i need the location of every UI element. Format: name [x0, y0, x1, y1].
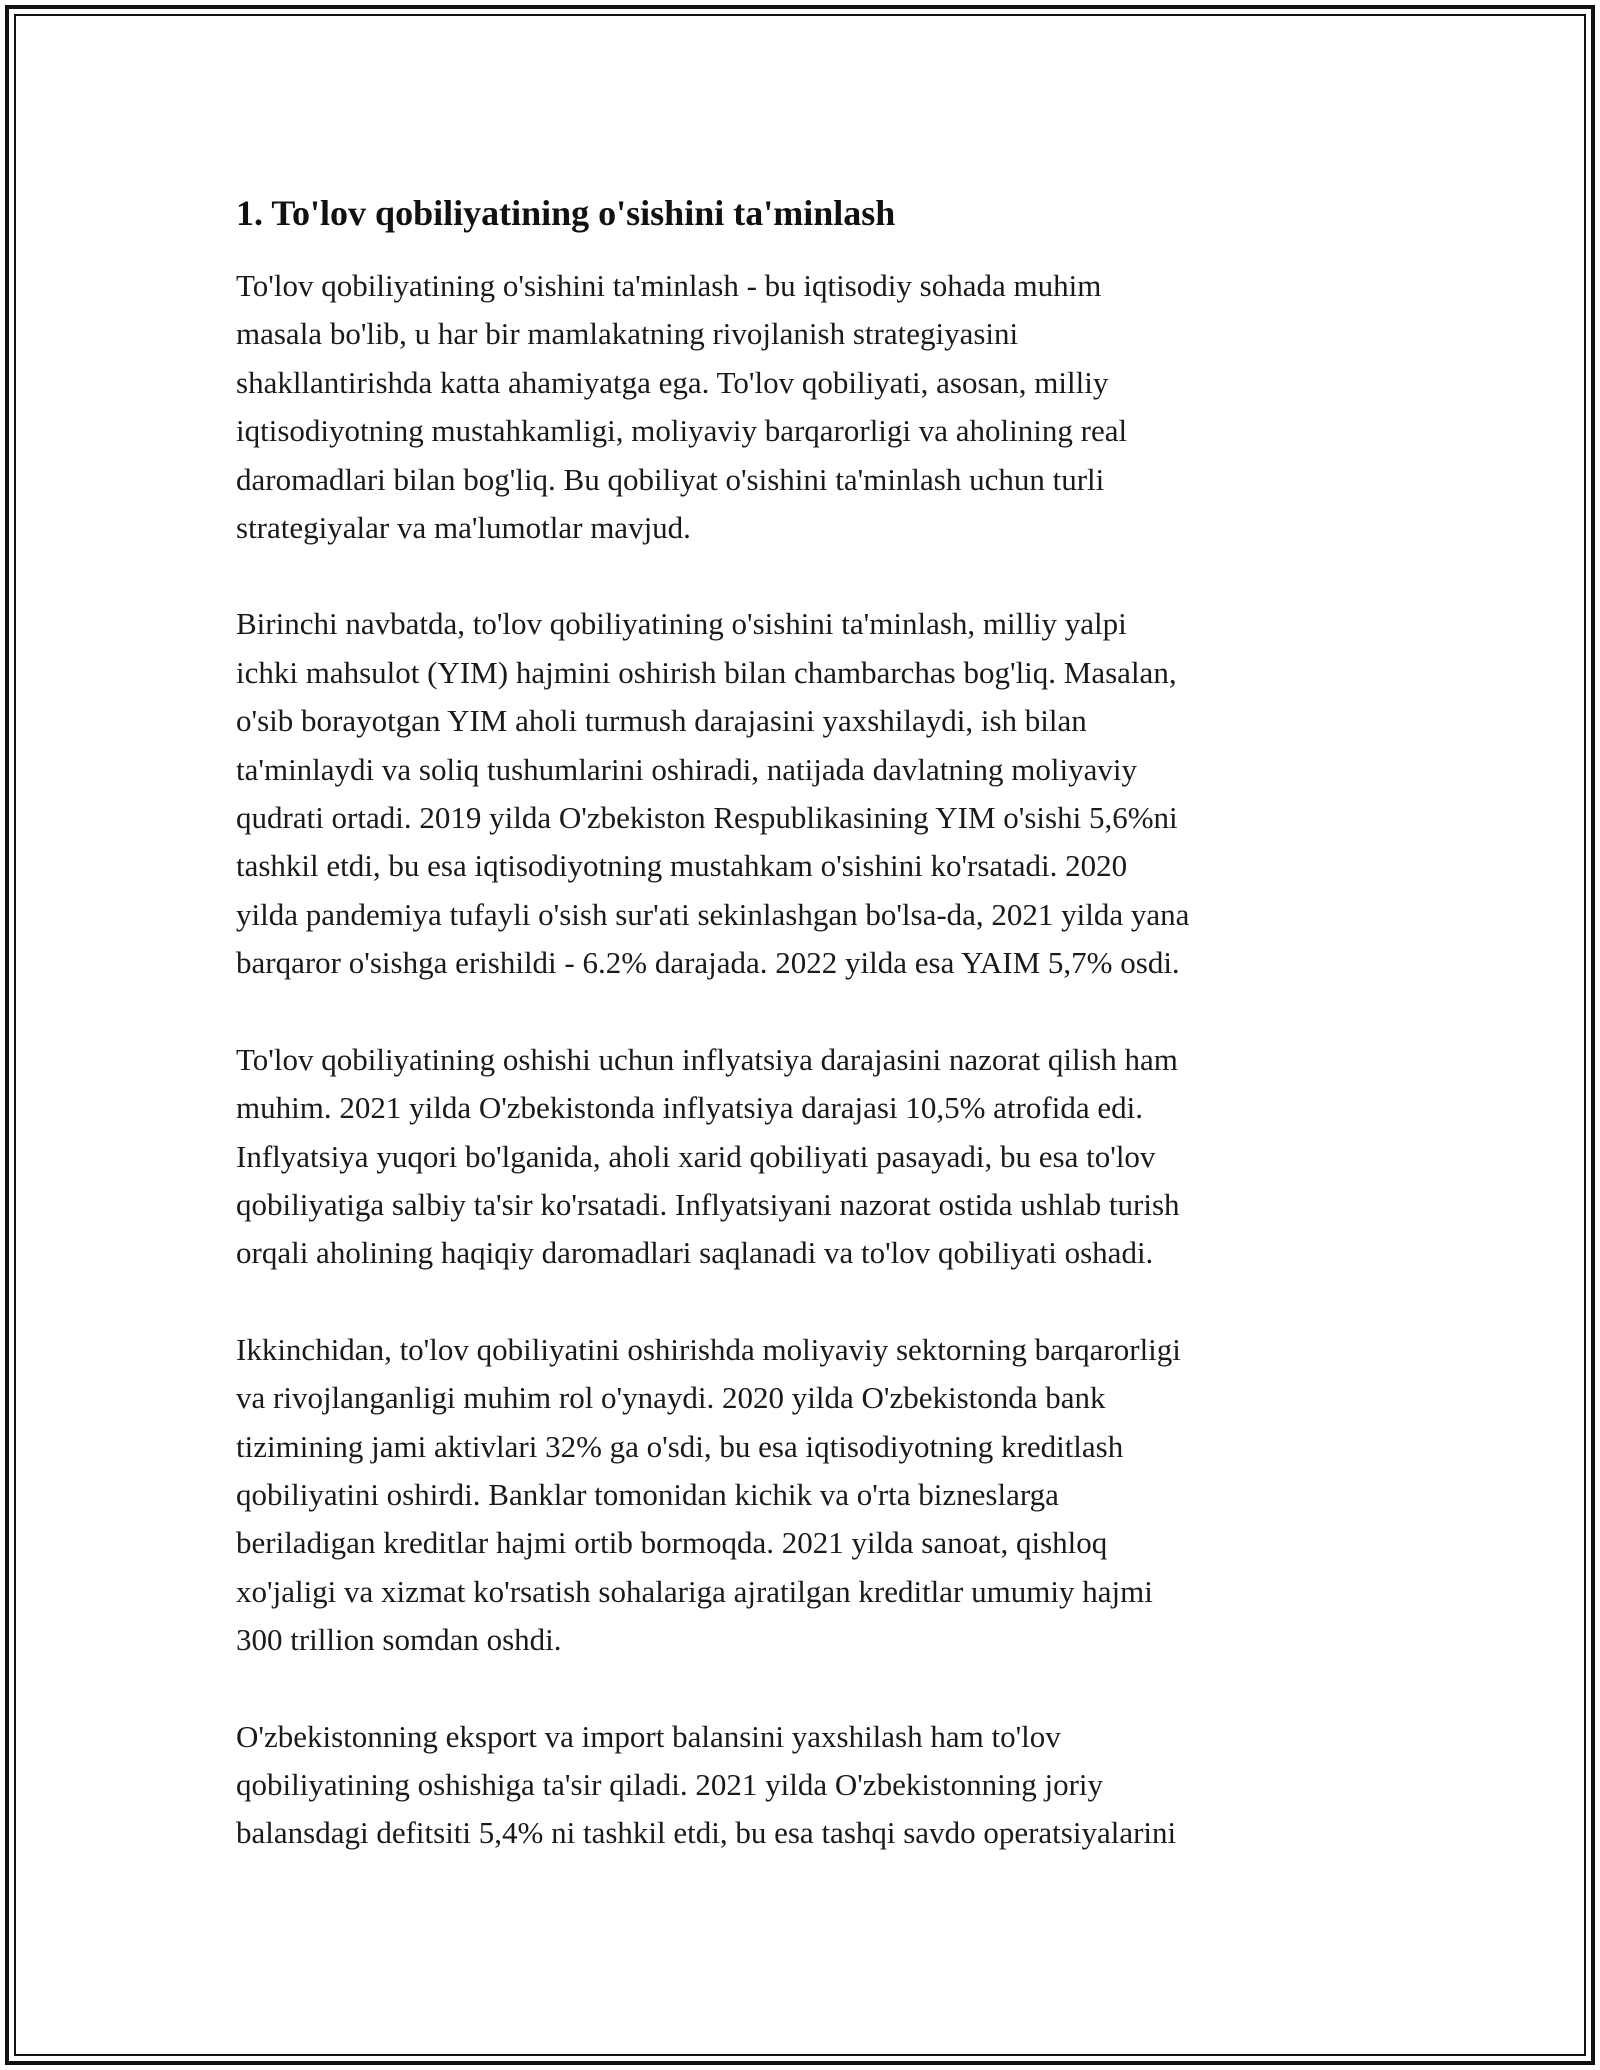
text-line: yilda pandemiya tufayli o'sish sur'ati sekinlashgan bo'lsa-da, 2021 yilda yana: [236, 896, 1190, 932]
text-line: tashkil etdi, bu esa iqtisodiyotning mustahkam o'sishini ko'rsatadi. 2020: [236, 848, 1128, 884]
text-line: qobiliyatining oshishiga ta'sir qiladi. 2021 yilda O'zbekistonning joriy: [236, 1766, 1104, 1802]
text-line: balansdagi defitsiti 5,4% ni tashkil etdi, bu esa tashqi savdo operatsiyalarini: [236, 1815, 1177, 1851]
text-line: va rivojlanganligi muhim rol o'ynaydi. 2020 yilda O'zbekistonda bank: [236, 1380, 1106, 1416]
text-line: ichki mahsulot (YIM) hajmini oshirish bilan chambarchas bog'liq. Masalan,: [236, 654, 1177, 690]
text-line: o'sib borayotgan YIM aholi turmush darajasini yaxshilaydi, ish bilan: [236, 703, 1087, 739]
text-line: Birinchi navbatda, to'lov qobiliyatining o'sishini ta'minlash, milliy yalpi: [236, 606, 1127, 642]
text-line: iqtisodiyotning mustahkamligi, moliyaviy barqarorligi va aholining real: [236, 413, 1128, 449]
paragraph-1: [236, 262, 1376, 552]
text-line: Ikkinchidan, to'lov qobiliyatini oshirishda moliyaviy sektorning barqarorligi: [236, 1331, 1181, 1367]
text-line: muhim. 2021 yilda O'zbekistonda inflyatsiya darajasi 10,5% atrofida edi.: [236, 1090, 1143, 1126]
text-line: orqali aholining haqiqiy daromadlari saqlanadi va to'lov qobiliyati oshadi.: [236, 1235, 1154, 1271]
text-line: 300 trillion somdan oshdi.: [236, 1622, 562, 1658]
text-line: daromadlari bilan bog'liq. Bu qobiliyat o'sishini ta'minlash uchun turli: [236, 461, 1105, 497]
paragraph-3: [236, 1036, 1376, 1278]
text-line: qobiliyatiga salbiy ta'sir ko'rsatadi. Inflyatsiyani nazorat ostida ushlab turish: [236, 1186, 1180, 1222]
text-line: beriladigan kreditlar hajmi ortib bormoqda. 2021 yilda sanoat, qishloq: [236, 1525, 1108, 1561]
paragraph-4: [236, 1326, 1376, 1665]
text-line: qobiliyatini oshirdi. Banklar tomonidan kichik va o'rta bizneslarga: [236, 1476, 1059, 1512]
text-line: O'zbekistonning eksport va import balansini yaxshilash ham to'lov: [236, 1718, 1061, 1754]
text-line: strategiyalar va ma'lumotlar mavjud.: [236, 510, 691, 546]
text-line: tizimining jami aktivlari 32% ga o'sdi, bu esa iqtisodiyotning kreditlash: [236, 1428, 1124, 1464]
text-line: ta'minlaydi va soliq tushumlarini oshiradi, natijada davlatning moliyaviy: [236, 751, 1137, 787]
section-heading: 1. To'lov qobiliyatining o'sishini ta'minlash: [236, 193, 896, 233]
document-content: [236, 186, 1376, 1906]
text-line: To'lov qobiliyatining o'sishini ta'minlash - bu iqtisodiy sohada muhim: [236, 268, 1102, 303]
text-line: qudrati ortadi. 2019 yilda O'zbekiston Respublikasining YIM o'sishi 5,6%ni: [236, 800, 1178, 836]
text-line: barqaror o'sishga erishildi - 6.2% darajada. 2022 yilda esa YAIM 5,7% osdi.: [236, 945, 1180, 981]
paragraph-2: [236, 600, 1376, 987]
text-line: Inflyatsiya yuqori bo'lganida, aholi xarid qobiliyati pasayadi, bu esa to'lov: [236, 1138, 1156, 1174]
paragraph-5: [236, 1713, 1376, 1858]
text-line: To'lov qobiliyatining oshishi uchun inflyatsiya darajasini nazorat qilish ham: [236, 1041, 1178, 1077]
text-line: shakllantirishda katta ahamiyatga ega. To'lov qobiliyati, asosan, milliy: [236, 364, 1109, 400]
text-line: masala bo'lib, u har bir mamlakatning rivojlanish strategiyasini: [236, 316, 1019, 352]
text-line: xo'jaligi va xizmat ko'rsatish sohalariga ajratilgan kreditlar umumiy hajmi: [236, 1573, 1153, 1609]
